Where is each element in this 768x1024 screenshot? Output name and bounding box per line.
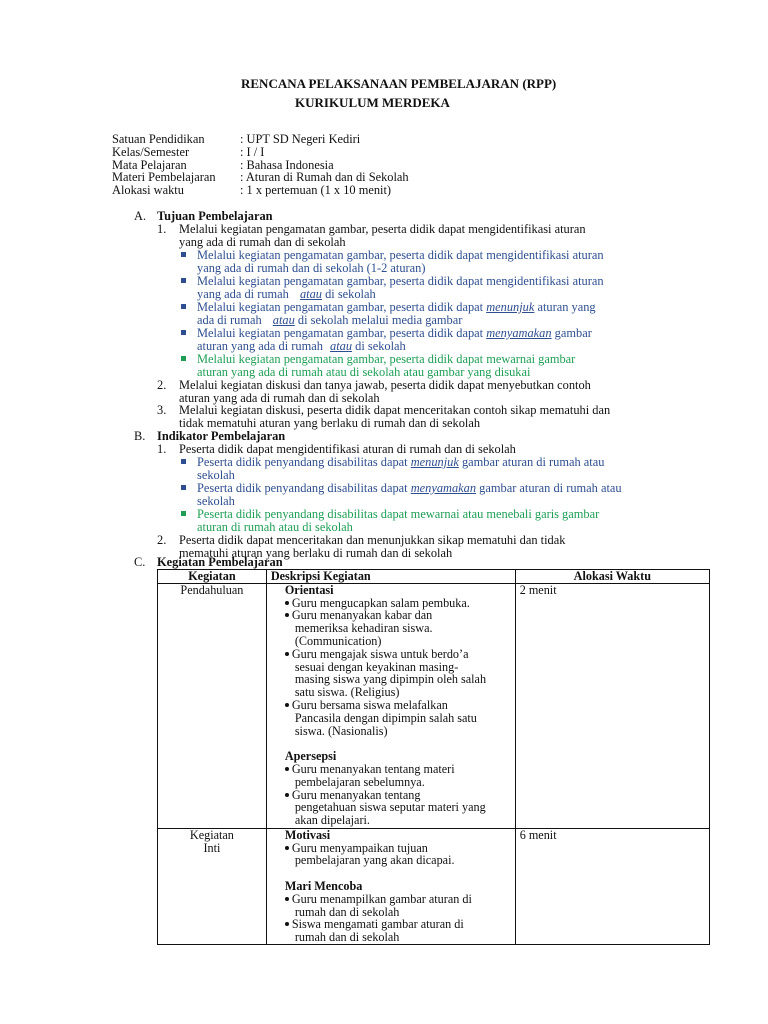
group-heading: Mari Mencoba (284, 878, 363, 893)
group-heading: Apersepsi (284, 749, 337, 764)
list-item: Guru menanyakan tentang (271, 789, 511, 802)
objective-text: Melalui kegiatan pengamatan gambar, peserta didik dapat mengidentifikasi aturan (179, 222, 586, 236)
bullet-icon (181, 249, 194, 262)
list-item-cont: siswa. (Nasionalis) (294, 723, 388, 738)
identity-value: : Aturan di Rumah dan di Sekolah (240, 170, 409, 185)
identity-value: : 1 x pertemuan (1 x 10 menit) (240, 183, 392, 198)
table-header: Kegiatan (158, 570, 267, 584)
activity-time: 2 menit (515, 583, 709, 828)
sub-objective-text: aturan yang ada di rumah atau di sekolah atau gambar yang disukai (197, 365, 531, 379)
sub-indicator-text: Peserta didik penyandang disabilitas dapat menunjuk gambar aturan di rumah atau (197, 455, 605, 469)
sub-objective-text: aturan yang ada di rumah atau di sekolah (197, 339, 406, 353)
list-item-cont: (Communication) (294, 633, 382, 648)
table-header-row (158, 570, 710, 584)
sub-indicator-text: sekolah (197, 468, 235, 482)
list-item-cont: rumah dan di sekolah (294, 904, 400, 919)
table-header: Alokasi Waktu (515, 570, 709, 584)
activity-phase: Pendahuluan (158, 583, 267, 828)
doc-subtitle: KURIKULUM MERDEKA (295, 95, 450, 110)
indicator-text: Peserta didik dapat menceritakan dan menunjukkan sikap mematuhi dan tidak (179, 533, 566, 547)
activity-description (266, 583, 515, 828)
section-a-heading: Tujuan Pembelajaran (157, 209, 273, 223)
bullet-icon (181, 456, 194, 469)
doc-title: RENCANA PELAKSANAAN PEMBELAJARAN (RPP) (241, 76, 557, 91)
list-item-cont: rumah dan di sekolah (294, 930, 400, 945)
sub-objective-text: Melalui kegiatan pengamatan gambar, peserta didik dapat mewarnai gambar (197, 352, 576, 366)
list-item-cont: sesuai dengan keyakinan masing- (294, 659, 459, 674)
table-row (158, 583, 710, 828)
list-item: Guru menanyakan kabar dan (271, 609, 511, 622)
table-header: Deskripsi Kegiatan (266, 570, 515, 584)
activity-phase-line: Inti (203, 840, 221, 855)
list-item-cont: Pancasila dengan dipimpin salah satu (294, 710, 477, 725)
section-c-heading: Kegiatan Pembelajaran (157, 555, 283, 569)
list-item: Guru menyampaikan tujuan (271, 842, 511, 855)
sub-objective-text: yang ada di rumah atau di sekolah (197, 287, 376, 301)
sub-indicator-text: aturan di rumah atau di sekolah (197, 520, 353, 534)
identity-value: : UPT SD Negeri Kediri (240, 132, 361, 146)
bullet-icon (181, 301, 194, 314)
list-item-cont: pembelajaran sebelumnya. (294, 774, 425, 789)
identity-key: Kelas/Semester (112, 144, 190, 159)
objective-number: 1. (157, 222, 167, 236)
identity-value: : I / I (240, 144, 265, 159)
list-item: Guru mengajak siswa untuk berdo’a (271, 648, 511, 661)
indicator-number: 2. (157, 533, 167, 547)
objective-text: Melalui kegiatan diskusi dan tanya jawab, peserta didik dapat menyebutkan contoh (179, 378, 591, 392)
identity-key: Mata Pelajaran (112, 157, 187, 172)
bullet-icon (181, 482, 194, 495)
activity-phase-line: Kegiatan (189, 827, 234, 842)
section-c-letter: C. (134, 555, 146, 569)
list-item: Guru mengucapkan salam pembuka. (271, 597, 511, 610)
bullet-icon (181, 275, 194, 288)
indicator-text: mematuhi aturan yang berlaku di rumah dan di sekolah (179, 546, 453, 560)
sub-objective-text: Melalui kegiatan pengamatan gambar, peserta didik dapat menyamakan gambar (197, 326, 592, 340)
indicator-text: Peserta didik dapat mengidentifikasi aturan di rumah dan di sekolah (179, 442, 516, 456)
objective-number: 3. (157, 403, 167, 417)
section-b-heading: Indikator Pembelajaran (157, 429, 286, 443)
list-item: Guru menanyakan tentang materi (271, 763, 511, 776)
sub-indicator-text: sekolah (197, 494, 235, 508)
list-item: Guru menampilkan gambar aturan di (271, 893, 511, 906)
identity-value: : Bahasa Indonesia (240, 157, 334, 172)
activity-time: 6 menit (515, 828, 709, 944)
sub-objective-text: Melalui kegiatan pengamatan gambar, peserta didik dapat mengidentifikasi aturan (197, 248, 604, 262)
section-b-letter: B. (134, 429, 146, 443)
list-item-cont: memeriksa kehadiran siswa. (294, 621, 433, 636)
activity-phase (158, 828, 267, 944)
objective-text: Melalui kegiatan diskusi, peserta didik dapat menceritakan contoh sikap mematuhi dan (179, 403, 611, 417)
identity-key: Alokasi waktu (112, 183, 184, 198)
list-item: Guru bersama siswa melafalkan (271, 699, 511, 712)
list-item-cont: masing siswa yang dipimpin oleh salah (294, 672, 487, 687)
bullet-icon (181, 353, 194, 366)
objective-text: aturan yang ada di rumah dan di sekolah (179, 391, 380, 405)
list-item-cont: pengetahuan siswa seputar materi yang (294, 800, 486, 815)
list-item-cont: satu siswa. (Religius) (294, 685, 400, 700)
group-heading: Orientasi (284, 582, 334, 597)
sub-indicator-text: Peserta didik penyandang disabilitas dapat mewarnai atau menebali garis gambar (197, 507, 600, 521)
bullet-icon (181, 508, 194, 521)
identity-key: Materi Pembelajaran (112, 170, 216, 185)
sub-objective-text: Melalui kegiatan pengamatan gambar, peserta didik dapat mengidentifikasi aturan (197, 274, 604, 288)
list-item: Siswa mengamati gambar aturan di (271, 918, 511, 931)
sub-indicator-text: Peserta didik penyandang disabilitas dapat menyamakan gambar aturan di rumah atau (197, 481, 622, 495)
objective-number: 2. (157, 378, 167, 392)
sub-objective-text: ada di rumah atau di sekolah melalui media gambar (197, 313, 463, 327)
activity-description (266, 828, 515, 944)
table-row (158, 828, 710, 944)
indicator-number: 1. (157, 442, 167, 456)
section-a-letter: A. (134, 209, 147, 223)
objective-text: tidak mematuhi aturan yang berlaku di rumah dan di sekolah (179, 416, 481, 430)
sub-objective-text: Melalui kegiatan pengamatan gambar, peserta didik dapat menunjuk aturan yang (197, 300, 596, 314)
sub-objective-text: yang ada di rumah dan di sekolah (1-2 aturan) (197, 261, 426, 275)
activities-table (157, 569, 710, 945)
list-item-cont: akan dipelajari. (294, 813, 370, 828)
identity-key: Satuan Pendidikan (112, 132, 205, 146)
bullet-icon (181, 327, 194, 340)
list-item-cont: pembelajaran yang akan dicapai. (294, 853, 455, 868)
group-heading: Motivasi (284, 827, 331, 842)
objective-text: yang ada di rumah dan di sekolah (179, 235, 346, 249)
